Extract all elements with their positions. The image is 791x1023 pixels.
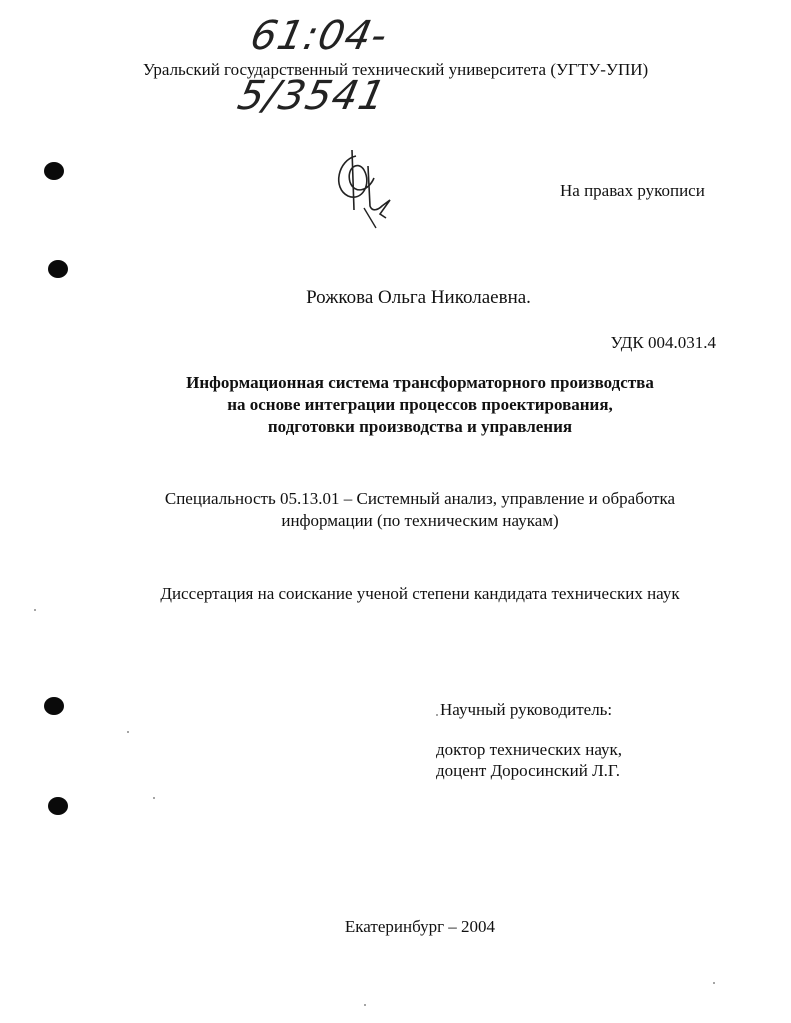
manuscript-note: На правах рукописи <box>560 181 705 200</box>
specialty <box>0 488 791 532</box>
title-line: подготовки производства и управления <box>267 417 573 436</box>
specialty-line: информации (по техническим наукам) <box>281 511 559 530</box>
punch-hole <box>48 797 68 815</box>
title-line: на основе интеграции процессов проектирования, <box>227 395 613 414</box>
scan-speck <box>34 609 36 611</box>
punch-hole <box>44 162 64 180</box>
scan-speck <box>153 797 155 799</box>
punch-hole <box>48 260 68 278</box>
author-name: Рожкова Ольга Николаевна. <box>306 287 531 308</box>
specialty-line: Специальность 05.13.01 – Системный анализ, управление и обработка <box>164 489 676 508</box>
udc-code: УДК 004.031.4 <box>610 333 716 352</box>
archive-code-text: 61:04-5/3541 <box>233 13 392 119</box>
university-name: Уральский государственный технический университета (УГТУ-УПИ) <box>142 60 649 79</box>
signature-icon <box>328 148 403 233</box>
scan-speck <box>713 982 715 984</box>
scan-speck <box>364 1004 366 1006</box>
city-year: Екатеринбург – 2004 <box>344 917 496 936</box>
scan-speck <box>436 714 438 716</box>
supervisor-info <box>436 739 622 781</box>
supervisor-line: доцент Доросинский Л.Г. <box>436 761 621 780</box>
punch-hole <box>44 697 64 715</box>
scan-speck <box>127 731 129 733</box>
degree-statement: Диссертация на соискание ученой степени кандидата технических наук <box>160 584 680 603</box>
dissertation-title <box>0 372 791 438</box>
supervisor-line: доктор технических наук, <box>436 740 623 759</box>
title-line: Информационная система трансформаторного производства <box>186 373 654 392</box>
supervisor-label: Научный руководитель: <box>440 700 613 719</box>
